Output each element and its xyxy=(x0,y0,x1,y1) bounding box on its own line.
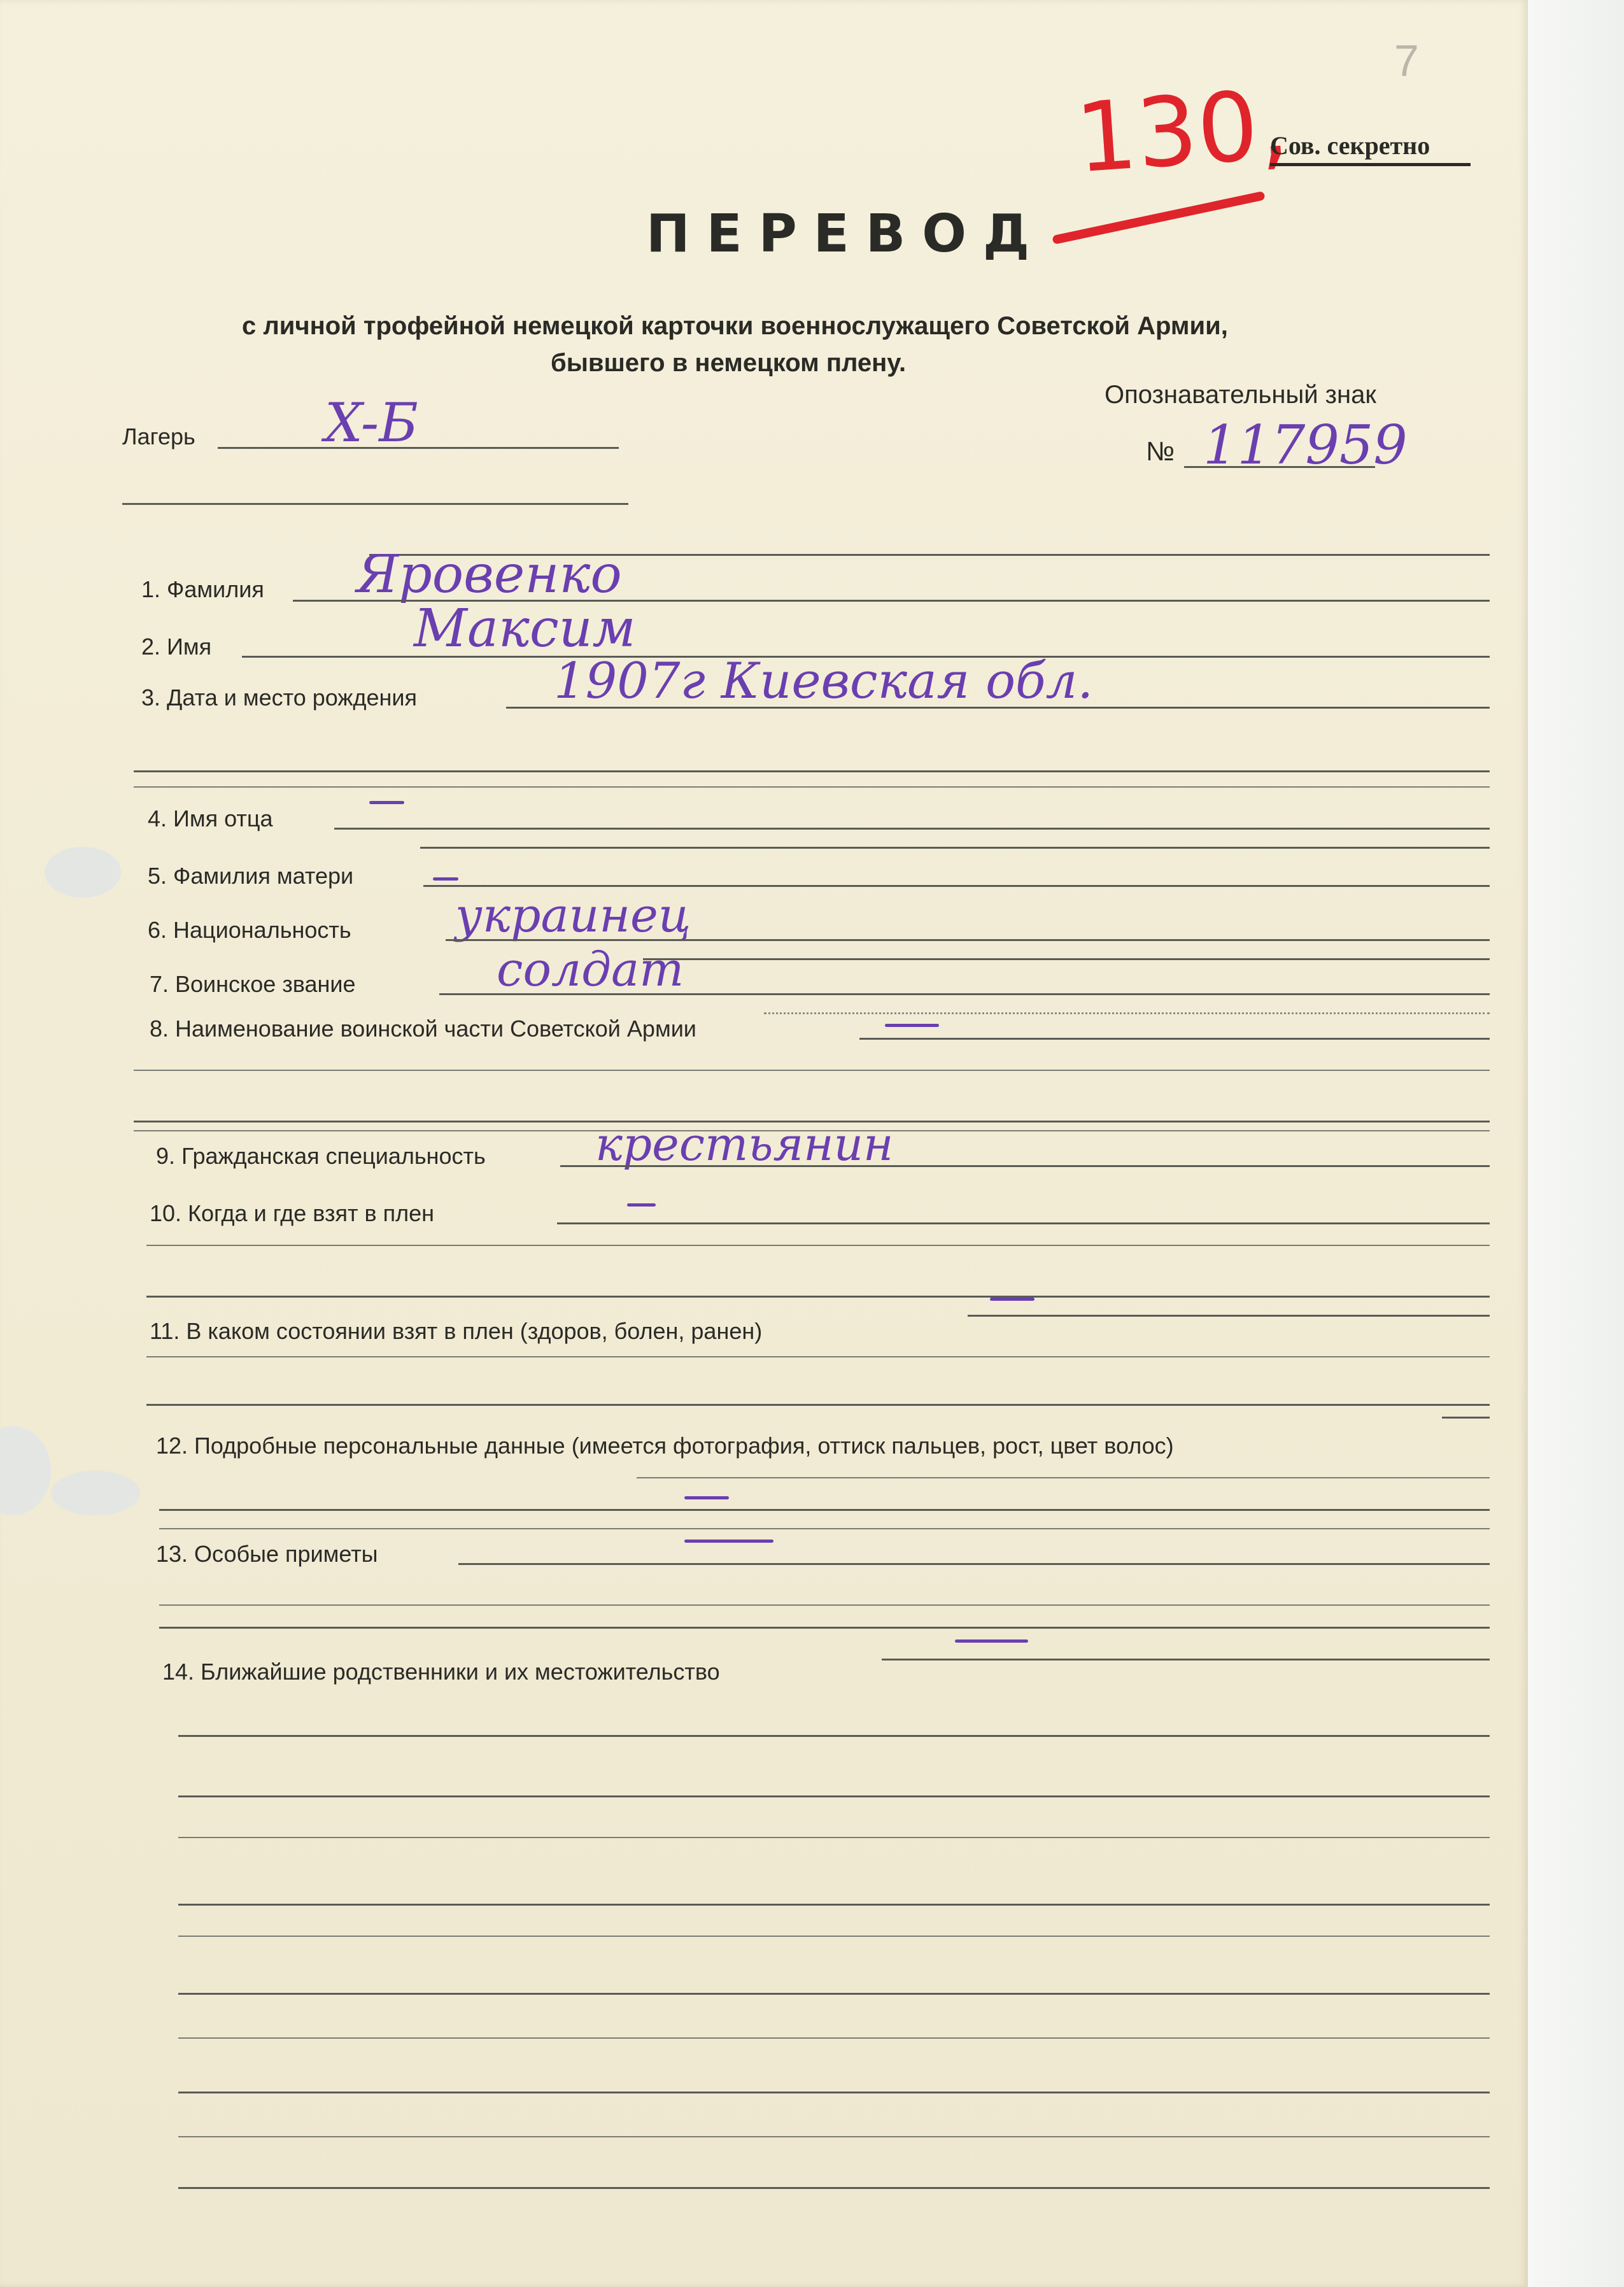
scan-background xyxy=(1528,0,1624,2287)
line-f4 xyxy=(334,828,1490,830)
line-f10-b xyxy=(146,1245,1490,1246)
camp-line xyxy=(218,447,619,449)
field-9-label: 9. Гражданская специальность xyxy=(156,1143,486,1169)
line-f9 xyxy=(560,1165,1490,1167)
ruled-line-8 xyxy=(178,2092,1490,2093)
id-sign-line xyxy=(1184,466,1375,468)
field-6-value: украинец xyxy=(455,888,691,943)
field-10-value xyxy=(627,1203,656,1207)
id-sign-no: № xyxy=(1146,436,1175,466)
field-13-value xyxy=(684,1540,773,1543)
ruled-line-1 xyxy=(178,1735,1490,1737)
line-f10-c xyxy=(146,1296,1490,1298)
ruled-line-9 xyxy=(178,2136,1490,2137)
line-f4-b xyxy=(420,847,1490,849)
line-f11-b xyxy=(146,1356,1490,1357)
field-4-value xyxy=(369,801,404,804)
line-f13-c xyxy=(159,1627,1490,1629)
field-4-label: 4. Имя отца xyxy=(148,805,273,832)
field-5-value xyxy=(433,877,458,881)
line-f3 xyxy=(506,707,1490,709)
field-2-label: 2. Имя xyxy=(141,634,212,660)
punch-hole-top xyxy=(45,847,121,898)
line-f8-b xyxy=(134,1070,1490,1071)
line-f14 xyxy=(882,1659,1490,1660)
field-3-label: 3. Дата и место рождения xyxy=(141,684,417,711)
line-f8 xyxy=(859,1038,1490,1040)
camp-line-2 xyxy=(122,503,628,505)
corner-mark: 7 xyxy=(1394,36,1419,85)
line-f7-b xyxy=(764,1012,1490,1014)
line-f11-c xyxy=(146,1404,1490,1406)
secrecy-underline xyxy=(1270,163,1471,166)
punch-hole-bottom xyxy=(51,1471,140,1515)
field-7-value: солдат xyxy=(497,942,684,997)
line-f7 xyxy=(439,993,1490,995)
field-5-label: 5. Фамилия матери xyxy=(148,863,354,889)
line-f13 xyxy=(458,1563,1490,1565)
field-10-label: 10. Когда и где взят в плен xyxy=(150,1200,434,1226)
line-f12-c xyxy=(159,1509,1490,1511)
field-1-label: 1. Фамилия xyxy=(141,576,264,602)
id-sign-label: Опознавательный знак xyxy=(1105,381,1376,409)
line-f10 xyxy=(557,1222,1490,1224)
page-title: ПЕРЕВОД xyxy=(646,204,1046,264)
line-f12-b xyxy=(637,1477,1490,1478)
case-number: 130, xyxy=(1072,69,1292,195)
camp-label: Лагерь xyxy=(122,423,195,450)
subtitle-line1: с личной трофейной немецкой карточки военнослужащего Советской Армии, xyxy=(242,312,1228,340)
field-7-label: 7. Воинское звание xyxy=(150,971,356,997)
field-11-value xyxy=(990,1298,1034,1301)
red-underline xyxy=(1052,191,1265,244)
ruled-line-3 xyxy=(178,1837,1490,1838)
field-3-value: 1907г Киевская обл. xyxy=(554,653,1094,710)
line-f6-b xyxy=(643,958,1490,960)
field-14-label: 14. Ближайшие родственники и их местожительство xyxy=(162,1659,720,1685)
secrecy-stamp: Сов. секретно xyxy=(1270,131,1430,160)
torn-edge xyxy=(0,1426,51,1515)
subtitle-line2: бывшего в немецком плену. xyxy=(551,349,907,377)
field-1-value: Яровенко xyxy=(357,544,622,605)
ruled-line-2 xyxy=(178,1795,1490,1797)
field-13-label: 13. Особые приметы xyxy=(156,1541,378,1567)
field-12-label: 12. Подробные персональные данные (имеется фотография, оттиск пальцев, рост, цвет волос) xyxy=(156,1433,1174,1459)
ruled-line-6 xyxy=(178,1993,1490,1995)
ruled-line-4 xyxy=(178,1904,1490,1906)
ruled-line-10 xyxy=(178,2187,1490,2189)
field-12-value xyxy=(684,1496,729,1499)
field-8-label: 8. Наименование воинской части Советской Армии xyxy=(150,1016,696,1042)
line-f3-c xyxy=(134,786,1490,788)
line-f11 xyxy=(968,1315,1490,1317)
line-f6 xyxy=(446,939,1490,941)
id-sign-value: 117959 xyxy=(1203,414,1408,476)
ruled-line-5 xyxy=(178,1936,1490,1937)
field-14-value xyxy=(955,1639,1028,1643)
field-9-value: крестьянин xyxy=(595,1117,894,1171)
field-11-label: 11. В каком состоянии взят в плен (здоров, болен, ранен) xyxy=(150,1318,763,1344)
line-f12 xyxy=(1442,1417,1490,1419)
line-f12-d xyxy=(159,1528,1490,1529)
camp-value: X-Б xyxy=(325,392,418,454)
field-2-value: Максим xyxy=(414,598,636,659)
line-f13-b xyxy=(159,1604,1490,1606)
ruled-line-7 xyxy=(178,2037,1490,2039)
field-6-label: 6. Национальность xyxy=(148,917,351,943)
line-f3-b xyxy=(134,770,1490,772)
line-f5 xyxy=(423,885,1490,887)
field-8-value xyxy=(885,1024,939,1027)
